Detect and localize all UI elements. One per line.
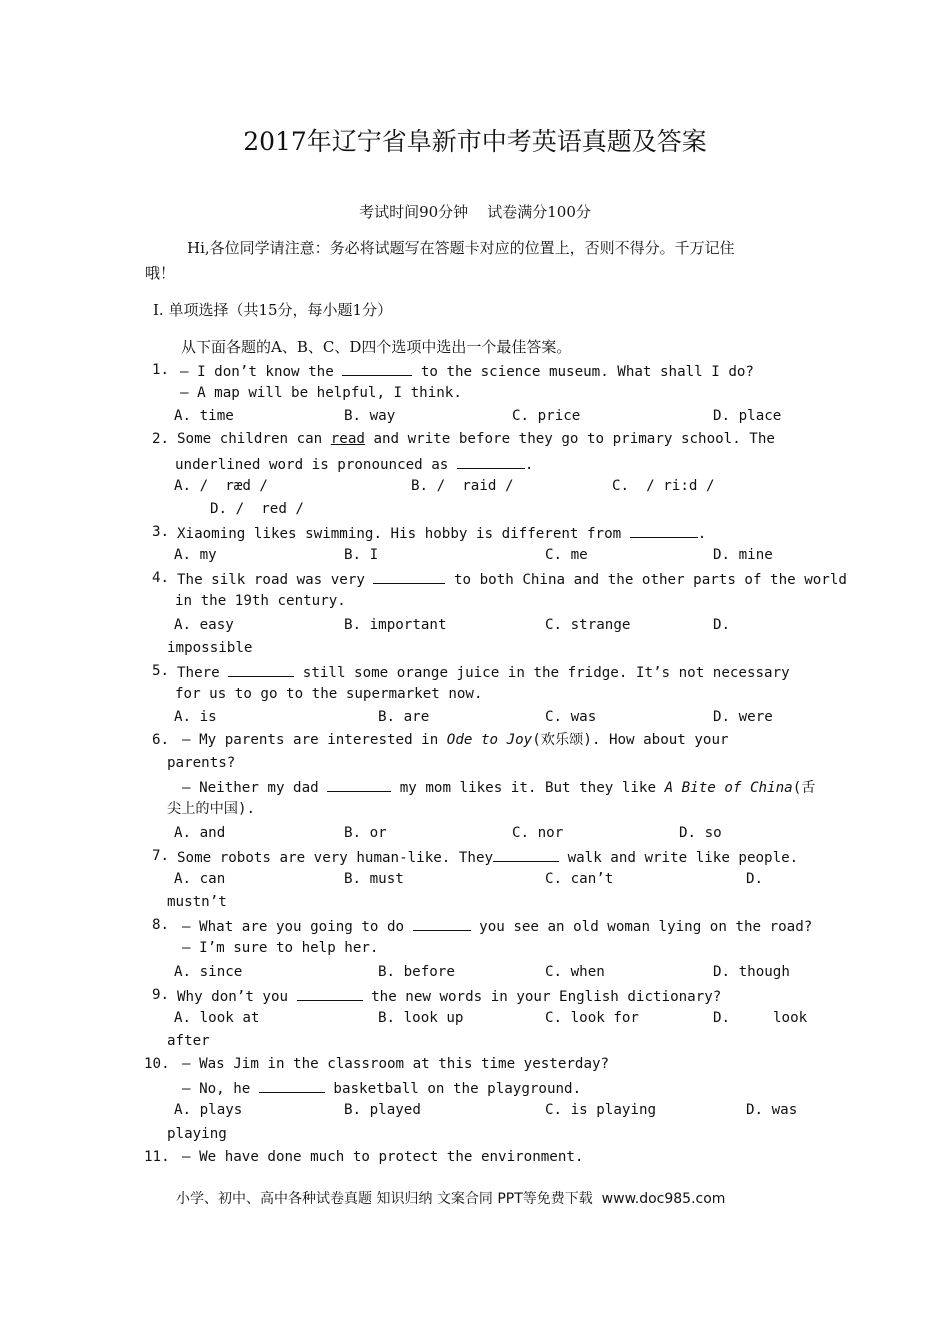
option-d-text: playing xyxy=(167,1126,227,1142)
question-number: 6. xyxy=(152,732,170,748)
option-d-text: after xyxy=(167,1033,210,1049)
option-c: C. when xyxy=(545,964,605,980)
question-number: 1. xyxy=(152,362,170,378)
question-stem: Some robots are very human-like. They walk and write like people. xyxy=(177,850,799,866)
answer-blank xyxy=(493,849,559,862)
option-d: D. xyxy=(746,871,764,887)
option-b: B. I xyxy=(344,547,379,563)
question-number: 8. xyxy=(152,917,170,933)
option-a: A. my xyxy=(174,547,217,563)
question-number: 10. xyxy=(144,1056,170,1072)
question-line: underlined word is pronounced as . xyxy=(175,457,534,473)
option-b: B. before xyxy=(378,964,455,980)
option-d: D. mine xyxy=(713,547,773,563)
option-d: D. xyxy=(713,1010,731,1026)
notice-line-2: 哦！ xyxy=(145,264,176,282)
option-b: B. important xyxy=(344,617,447,633)
option-b: B. played xyxy=(344,1102,421,1118)
option-c: C. can’t xyxy=(545,871,614,887)
answer-blank xyxy=(457,456,525,469)
option-a: A. plays xyxy=(174,1102,243,1118)
song-title: Ode to Joy xyxy=(446,732,533,748)
question-stem: – Was Jim in the classroom at this time yesterday? xyxy=(182,1056,610,1072)
option-c: C. / ri:d / xyxy=(612,478,715,494)
option-a: A. easy xyxy=(174,617,234,633)
option-b: B. look up xyxy=(378,1010,464,1026)
question-stem: – I don’t know the to the science museum. What shall I do? xyxy=(180,364,754,380)
option-d: D. so xyxy=(679,825,722,841)
question-line: – Neither my dad my mom likes it. But they like A Bite of China(舌 xyxy=(182,780,816,796)
page-title: 2017年辽宁省阜新市中考英语真题及答案 xyxy=(243,127,707,156)
option-d: D. place xyxy=(713,408,782,424)
question-stem: The silk road was very to both China and the other parts of the world xyxy=(177,572,847,588)
answer-blank xyxy=(327,779,391,792)
option-d-text: impossible xyxy=(167,640,253,656)
show-title: A Bite of China xyxy=(664,780,793,796)
question-number: 7. xyxy=(152,848,170,864)
option-c: C. is playing xyxy=(545,1102,657,1118)
option-b: B. / raid / xyxy=(411,478,514,494)
question-line: in the 19th century. xyxy=(175,593,346,609)
question-number: 9. xyxy=(152,987,170,1003)
answer-blank xyxy=(413,918,471,931)
option-d: D. xyxy=(713,617,731,633)
question-line: parents? xyxy=(167,755,236,771)
option-c: C. me xyxy=(545,547,588,563)
notice-line-1: Hi,各位同学请注意：务必将试题写在答题卡对应的位置上，否则不得分。千万记住 xyxy=(187,239,735,257)
option-a: A. is xyxy=(174,709,217,725)
section-instruction: 从下面各题的A、B、C、D四个选项中选出一个最佳答案。 xyxy=(181,338,572,356)
question-line: for us to go to the supermarket now. xyxy=(175,686,483,702)
answer-blank xyxy=(373,571,445,584)
option-a: A. since xyxy=(174,964,243,980)
question-line: – I’m sure to help her. xyxy=(182,940,379,956)
question-number: 4. xyxy=(152,570,170,586)
option-a: A. can xyxy=(174,871,226,887)
answer-blank xyxy=(297,988,363,1001)
option-d-text: look xyxy=(773,1010,808,1026)
answer-blank xyxy=(342,363,412,376)
question-line: 尖上的中国). xyxy=(167,801,256,817)
question-stem: Xiaoming likes swimming. His hobby is different from . xyxy=(177,526,707,542)
option-d: D. though xyxy=(713,964,790,980)
option-a: A. and xyxy=(174,825,226,841)
question-stem: Some children can read and write before they go to primary school. The xyxy=(177,431,775,447)
option-c: C. nor xyxy=(512,825,564,841)
option-b: B. must xyxy=(344,871,404,887)
option-c: C. strange xyxy=(545,617,631,633)
answer-blank xyxy=(228,664,294,677)
question-stem: There still some orange juice in the fridge. It’s not necessary xyxy=(177,665,790,681)
question-number: 11. xyxy=(144,1149,170,1165)
underlined-word: read xyxy=(330,431,365,447)
option-c: C. look for xyxy=(545,1010,639,1026)
option-d-text: mustn’t xyxy=(167,894,227,910)
option-a: A. time xyxy=(174,408,234,424)
option-c: C. was xyxy=(545,709,597,725)
question-line: – A map will be helpful, I think. xyxy=(180,385,462,401)
option-b: B. or xyxy=(344,825,387,841)
section-heading: Ⅰ. 单项选择（共15分，每小题1分） xyxy=(153,301,393,319)
exam-info: 考试时间90分钟 试卷满分100分 xyxy=(359,203,591,221)
option-d: D. / red / xyxy=(210,501,304,517)
option-c: C. price xyxy=(512,408,581,424)
question-number: 2. xyxy=(152,431,170,447)
option-d: D. were xyxy=(713,709,773,725)
page-footer: 小学、初中、高中各种试卷真题 知识归纳 文案合同 PPT等免费下载 www.doc985.com xyxy=(176,1191,726,1207)
question-line: – No, he basketball on the playground. xyxy=(182,1081,582,1097)
option-a: A. / ræd / xyxy=(174,478,268,494)
answer-blank xyxy=(259,1080,325,1093)
question-stem: – We have done much to protect the environment. xyxy=(182,1149,584,1165)
question-number: 3. xyxy=(152,524,170,540)
option-b: B. way xyxy=(344,408,396,424)
option-d: D. was xyxy=(746,1102,798,1118)
option-b: B. are xyxy=(378,709,430,725)
question-stem: – What are you going to do you see an old woman lying on the road? xyxy=(182,919,813,935)
question-stem: Why don’t you the new words in your English dictionary? xyxy=(177,989,722,1005)
question-stem: – My parents are interested in Ode to Joy(欢乐颂). How about your xyxy=(182,732,729,748)
option-a: A. look at xyxy=(174,1010,260,1026)
question-number: 5. xyxy=(152,663,170,679)
answer-blank xyxy=(630,525,698,538)
